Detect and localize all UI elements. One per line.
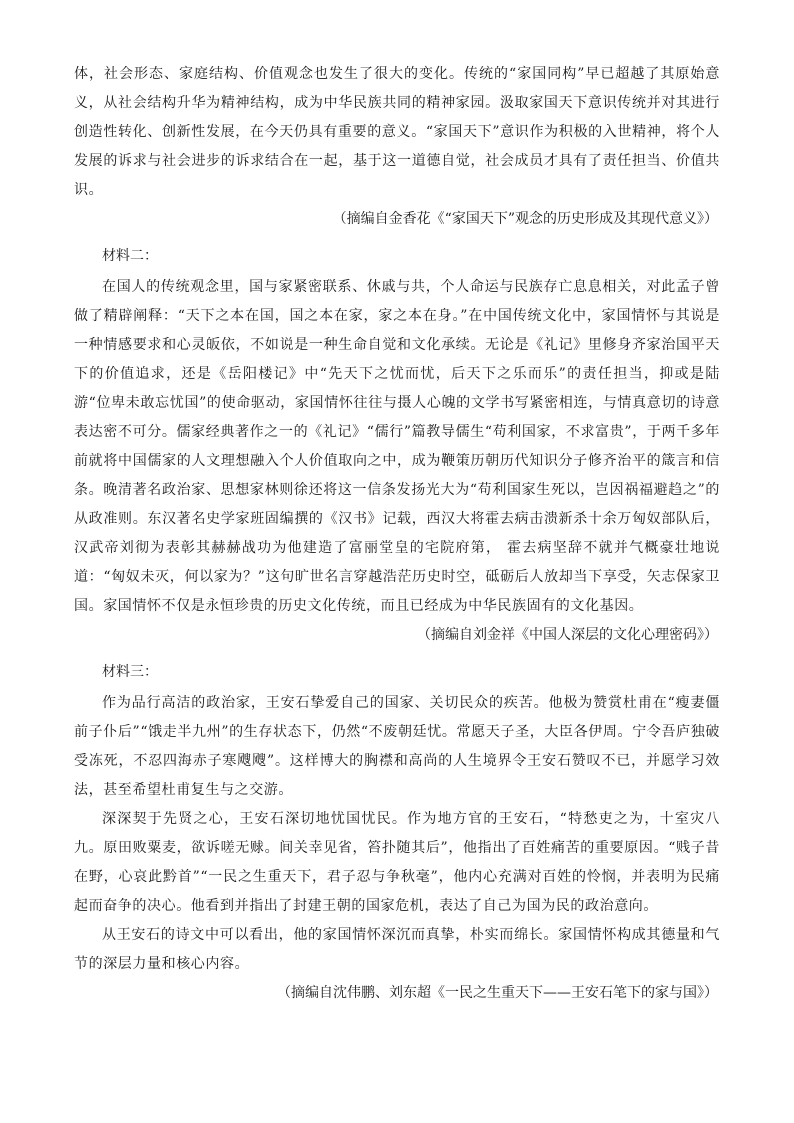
material-two-paragraph: 在国人的传统观念里，国与家紧密联系、休戚与共，个人命运与民族存亡息息相关，对此孟子曾做了精辟阐释：“天下之本在国，国之本在家，家之本在身。”在中国传统文化中，家国情怀与其说是一种情感要求和心灵皈依，不如说是一种生命自觉和文化承续。无论是《礼记》里修身齐家治国平天下的价值追求，还是《岳阳楼记》中“先天下之忧而忧，后天下之乐而乐”的责任担当，抑或是陆游“位卑未敢忘忧国”的使命驱动，家国情怀往往与摄人心魄的文学书写紧密相连，与情真意切的诗意表达密不可分。儒家经典著作之一的《礼记》“儒行”篇教导儒生“苟利国家，不求富贵”，于两千多年前就将中国儒家的人文理想融入个人价值取向之中，成为鞭策历朝历代知识分子修齐治平的箴言和信条。晚清著名政治家、思想家林则徐还将这一信条发扬光大为“苟利国家生死以，岂因祸福避趋之”的从政准则。东汉著名史学家班固编撰的《汉书》记载，西汉大将霍去病击溃新杀十余万匈奴部队后，汉武帝刘彻为表彰其赫赫战功为他建造了富丽堂皇的宅院府第， 霍去病坚辞不就并气概豪壮地说道：“匈奴未灭，何以家为？”这句旷世名言穿越浩茫历史时空，砥砺后人放却当下享受，矢志保家卫国。家国情怀不仅是永恒珍贵的历史文化传统，而且已经成为中华民族固有的文化基因。 [74,279,720,614]
material-three-source: （摘编自沈伟鹏、刘东超《一民之生重天下——王安石笔下的家与国》） [277,985,718,1001]
material-one-paragraph: 体，社会形态、家庭结构、价值观念也发生了很大的变化。传统的“家国同构”早已超越了其原始意义，从社会结构升华为精神结构，成为中华民族共同的精神家园。汲取家国天下意识传统并对其进行创造性转化、创新性发展，在今天仍具有重要的意义。“家国天下”意识作为积极的入世精神，将个人发展的诉求与社会进步的诉求结合在一起，基于这一道德自觉，社会成员才具有了责任担当、价值共识。 [74,66,720,198]
material-two-source: （摘编自刘金祥《中国人深层的文化心理密码》） [417,627,718,643]
material-three-paragraph-2: 深深契于先贤之心，王安石深切地忧国忧民。作为地方官的王安石，“特愁吏之为，十室灾八九。原田败粟麦，欲诉嗟无赇。间关幸见省，笞扑随其后”，他指出了百姓痛苦的重要原因。“贱子昔在野，心哀此黔首”“一民之生重天下，君子忍与争秋毫”，他内心充满对百姓的怜悯，并表明为民痛起而奋争的决心。他看到并指出了封建王朝的国家危机，表达了自己为国为民的政治意向。 [74,811,720,914]
material-one-source: （摘编自金香花《“家国天下”观念的历史形成及其现代意义》） [332,211,718,227]
material-three-paragraph-3: 从王安石的诗文中可以看出，他的家国情怀深沉而真挚，朴实而绵长。家国情怀构成其德量和气节的深层力量和核心内容。 [74,927,720,972]
material-two-heading: 材料二： [102,248,158,264]
material-three-heading: 材料三： [102,664,158,680]
material-three-paragraph-1: 作为品行高洁的政治家，王安石挚爱自己的国家、关切民众的疾苦。他极为赞赏杜甫在“瘦妻僵前子仆后”“饿走半九州”的生存状态下，仍然“不废朝廷忧。常愿天子圣，大臣各伊周。宁令吾庐独破受冻死，不忍四海赤子寒飕飕”。这样博大的胸襟和高尚的人生境界令王安石赞叹不已，并愿学习效法，甚至希望杜甫复生与之交游。 [74,695,720,798]
